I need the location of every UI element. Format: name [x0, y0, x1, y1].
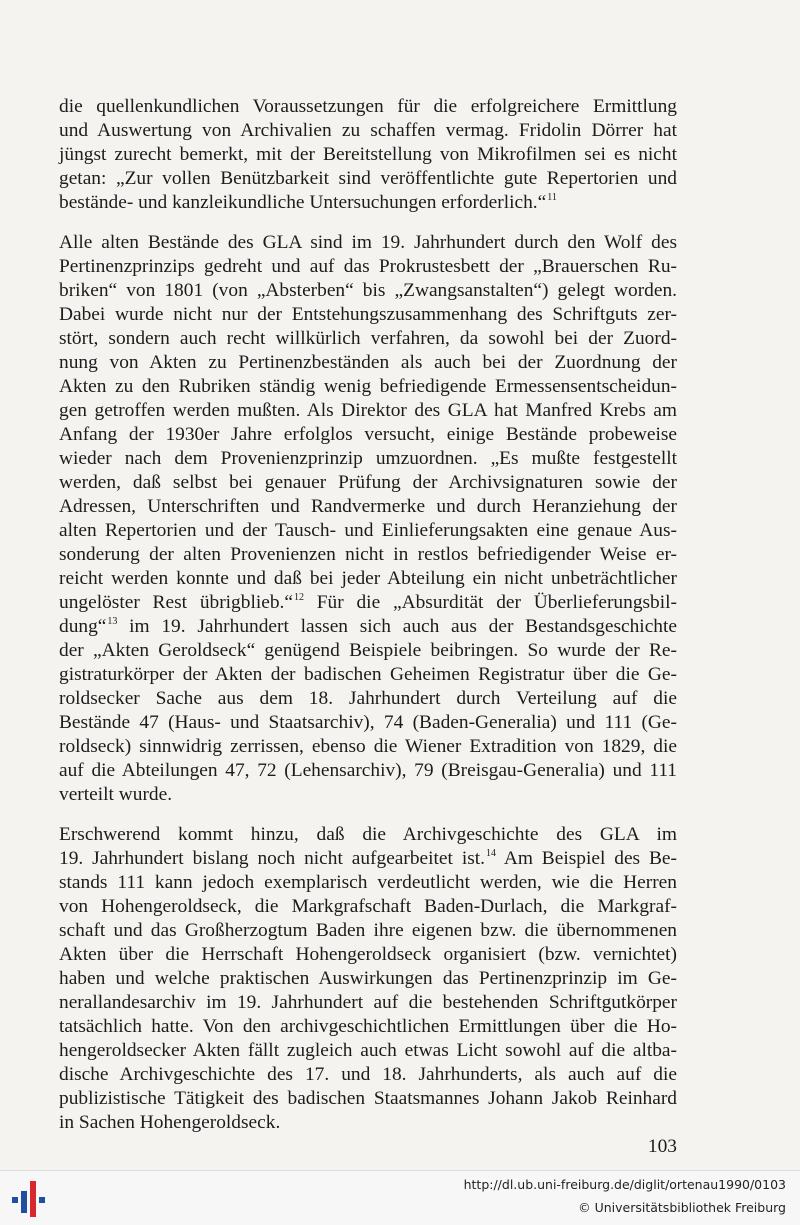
text-line: stands 111 kann jedoch exemplarisch verdeutlicht werden, wie die Herren [59, 872, 677, 893]
source-url-link[interactable]: http://dl.ub.uni-freiburg.de/diglit/ortenau1990/0103 [463, 1177, 786, 1192]
text-line [59, 191, 677, 215]
text-line: publizistische Tätigkeit des badischen Staatsmannes Johann Jakob Reinhard [59, 1088, 677, 1109]
text-line: werden, daß selbst bei genauer Prüfung der Archivsignaturen sowie der [59, 472, 677, 493]
text-line: Akten über die Herrschaft Hohengeroldseck organisiert (bzw. vernichtet) [59, 944, 677, 965]
text-line: Erschwerend kommt hinzu, daß die Archivgeschichte des GLA im [59, 824, 677, 845]
line-text: ungelöster Rest übrigblieb.“ [59, 592, 293, 613]
line-text: im 19. Jahrhundert lassen sich auch aus der Bestandsgeschichte [117, 616, 677, 637]
footnote-ref: 14 [486, 848, 496, 859]
line-text: 19. Jahrhundert bislang noch nicht aufgearbeitet ist. [59, 848, 485, 869]
text-line: briken“ von 1801 (von „Absterben“ bis „Zwangsanstalten“) gelegt worden. [59, 280, 677, 301]
text-line: wieder nach dem Provenienzprinzip umzuordnen. „Es mußte festgestellt [59, 448, 677, 469]
footnote-ref: 13 [107, 616, 118, 627]
text-line: der „Akten Geroldseck“ genügend Beispiele beibringen. So wurde der Re- [59, 640, 677, 661]
line-text: dung“ [59, 616, 107, 637]
viewer-footer [0, 1170, 800, 1225]
text-line [59, 615, 677, 639]
text-line: tatsächlich hatte. Von den archivgeschichtlichen Ermittlungen über die Ho- [59, 1016, 677, 1037]
text-line: gistraturkörper der Akten der badischen Geheimen Registratur über die Ge- [59, 664, 677, 685]
text-line: Bestände 47 (Haus- und Staatsarchiv), 74 (Baden-Generalia) und 111 (Ge- [59, 712, 677, 733]
text-line: alten Repertorien und der Tausch- und Einlieferungsakten eine genaue Aus- [59, 520, 677, 541]
page-number: 103 [647, 1136, 677, 1157]
text-line: Alle alten Bestände des GLA sind im 19. Jahrhundert durch den Wolf des [59, 232, 677, 253]
copyright-text: © Universitätsbibliothek Freiburg [578, 1200, 786, 1215]
text-line [59, 847, 677, 871]
text-line: dische Archivgeschichte des 17. und 18. Jahrhunderts, als auch auf die [59, 1064, 677, 1085]
text-line: reicht werden konnte und daß bei jeder Abteilung ein nicht unbeträchtlicher [59, 568, 677, 589]
text-line: sonderung der alten Provenienzen nicht in restlos befriedigender Weise er- [59, 544, 677, 565]
text-line: gen getroffen werden mußten. Als Direktor des GLA hat Manfred Krebs am [59, 400, 677, 421]
text-line: in Sachen Hohengeroldseck. [59, 1112, 281, 1133]
text-line: roldsecker Sache aus dem 18. Jahrhundert durch Verteilung auf die [59, 688, 677, 709]
text-line: schaft und das Großherzogtum Baden ihre eigenen bzw. die übernommenen [59, 920, 677, 941]
text-line: die quellenkundlichen Voraussetzungen für die erfolgreichere Ermittlung [59, 96, 677, 117]
text-line: haben und welche praktischen Auswirkungen das Pertinenzprinzip im Ge- [59, 968, 677, 989]
footnote-ref: 11 [547, 192, 557, 203]
text-line: Akten zu den Rubriken ständig wenig befriedigende Ermessensentscheidun- [59, 376, 677, 397]
text-line: hengeroldsecker Akten fällt zugleich auch etwas Licht sowohl auf die altba- [59, 1040, 677, 1061]
ub-freiburg-logo-icon[interactable] [10, 1179, 50, 1219]
text-line: stört, sondern auch recht willkürlich verfahren, da sowohl bei der Zuord- [59, 328, 677, 349]
text-line: Dabei wurde nicht nur der Entstehungszusammenhang des Schriftguts zer- [59, 304, 677, 325]
text-line: auf die Abteilungen 47, 72 (Lehensarchiv), 79 (Breisgau-Generalia) und 111 [59, 760, 677, 781]
footnote-ref: 12 [293, 592, 304, 603]
text-line: und Auswertung von Archivalien zu schaffen vermag. Fridolin Dörrer hat [59, 120, 677, 141]
text-line: jüngst zurecht bemerkt, mit der Bereitstellung von Mikrofilmen sei es nicht [59, 144, 677, 165]
line-text: Am Beispiel des Be- [496, 848, 677, 869]
line-text: bestände- und kanzleikundliche Untersuchungen erforderlich.“ [59, 192, 547, 213]
text-line: verteilt wurde. [59, 784, 173, 805]
text-line: nerallandesarchiv im 19. Jahrhundert auf die bestehenden Schriftgutkörper [59, 992, 677, 1013]
text-line [59, 591, 677, 615]
text-line: nung von Akten zu Pertinenzbeständen als auch bei der Zuordnung der [59, 352, 677, 373]
text-line: Pertinenzprinzips gedreht und auf das Prokrustesbett der „Brauerschen Ru- [59, 256, 677, 277]
line-text: Für die „Absurdität der Überlieferungsbil- [303, 592, 677, 613]
text-line: Anfang der 1930er Jahre erfolglos versucht, einige Bestände probeweise [59, 424, 677, 445]
text-line: Adressen, Unterschriften und Randvermerke und durch Heranziehung der [59, 496, 677, 517]
text-line: roldseck) sinnwidrig zerrissen, ebenso die Wiener Extradition von 1829, die [59, 736, 677, 757]
text-line: getan: „Zur vollen Benützbarkeit sind veröffentlichte gute Repertorien und [59, 168, 677, 189]
text-line: von Hohengeroldseck, die Markgrafschaft Baden-Durlach, die Markgraf- [59, 896, 677, 917]
